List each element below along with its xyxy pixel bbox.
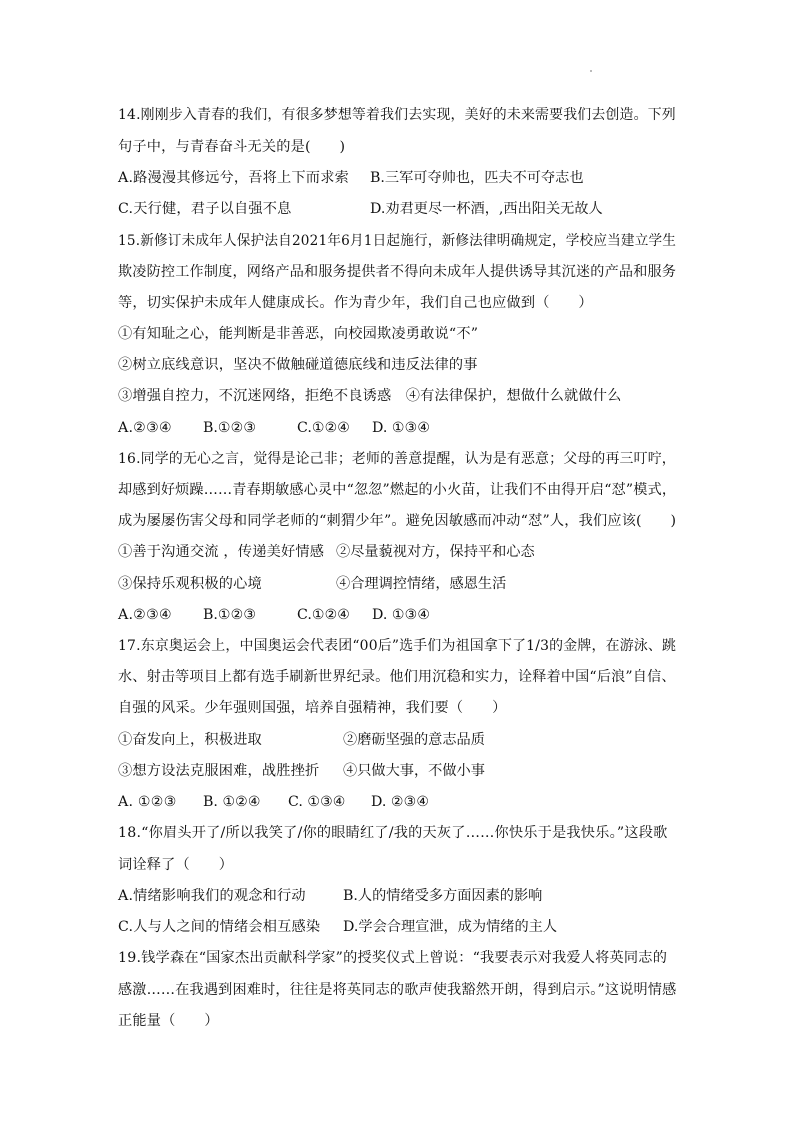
q17-stem-line-2: 水、射击等项目上都有选手刷新世界纪录。他们用沉稳和实力，诠释着中国“后浪”自信、 xyxy=(118,669,676,685)
q18-stem-line-1: 18.“你眉头开了/所以我笑了/你的眼睛红了/我的天灰了……你快乐于是我快乐。”这段歌 xyxy=(118,825,668,841)
q17-item-2: ②磨砺坚强的意志品质 xyxy=(343,732,485,748)
q17-option-c: C. ①③④ xyxy=(288,794,346,810)
q14-option-a: A.路漫漫其修远兮，吾将上下而求索 xyxy=(118,170,349,186)
q16-stem-line-1: 16.同学的无心之言，觉得是论己非；老师的善意提醒，认为是有恶意；父母的再三叮咛， xyxy=(118,451,676,467)
q15-option-a: A.②③④ xyxy=(118,420,172,436)
q15-option-b: B.①②③ xyxy=(203,420,257,436)
q14-option-c: C.天行健，君子以自强不息 xyxy=(118,201,292,217)
q18-option-c: C.人与人之间的情绪会相互感染 xyxy=(118,919,321,935)
q15-stem-line-3: 等，切实保护未成年人健康成长。作为青少年，我们自己也应做到（ ） xyxy=(118,295,593,311)
q18-option-d: D.学会合理宣泄，成为情绪的主人 xyxy=(343,919,558,935)
q18-option-b: B.人的情绪受多方面因素的影响 xyxy=(343,888,543,904)
q16-stem-line-3: 成为屡屡伤害父母和同学老师的“刺猬少年”。避免因敏感而冲动“怼”人，我们应该( ) xyxy=(118,513,677,529)
q18-option-a: A.情绪影响我们的观念和行动 xyxy=(118,888,306,904)
q17-item-1: ①奋发向上，积极进取 xyxy=(118,732,262,748)
q17-option-a: A. ①②③ xyxy=(118,794,177,810)
q17-option-b: B. ①②④ xyxy=(203,794,261,810)
scan-speck xyxy=(590,70,592,72)
q16-item-4: ④合理调控情绪，感恩生活 xyxy=(336,576,507,592)
q14-option-b: B.三军可夺帅也，匹夫不可夺志也 xyxy=(370,170,584,186)
q15-stem-line-2: 欺凌防控工作制度，网络产品和服务提供者不得向未成年人提供诱导其沉迷的产品和服务 xyxy=(118,264,677,280)
q16-item-1: ①善于沟通交流 ，传递美好情感 xyxy=(118,544,325,560)
q16-option-c: C.①②④ xyxy=(297,607,351,623)
q14-stem-line-2: 句子中，与青春奋斗无关的是( ) xyxy=(118,139,346,155)
q15-item-1: ①有知耻之心，能判断是非善恶，向校园欺凌勇敢说“不” xyxy=(118,326,479,342)
q19-stem-line-1: 19.钱学森在“国家杰出贡献科学家”的授奖仪式上曾说：“我要表示对我爱人将英同志的 xyxy=(118,950,668,966)
q15-item-3-4: ③增强自控力，不沉迷网络，拒绝不良诱惑 ④有法律保护，想做什么就做什么 xyxy=(118,388,622,404)
q14-stem-line-1: 14.刚刚步入青春的我们，有很多梦想等着我们去实现，美好的未来需要我们去创造。下列 xyxy=(118,107,676,123)
q17-option-d: D. ②③④ xyxy=(371,794,430,810)
q19-stem-line-3: 正能量（ ） xyxy=(118,1013,219,1029)
q19-stem-line-2: 感激……在我遇到困难时，往往是将英同志的歌声使我豁然开朗，得到启示。”这说明情感 xyxy=(118,982,677,998)
q16-option-a: A.②③④ xyxy=(118,607,172,623)
q16-item-2: ②尽量藐视对方，保持平和心态 xyxy=(336,544,535,560)
q15-option-c: C.①②④ xyxy=(297,420,351,436)
q17-item-3: ③想方设法克服困难，战胜挫折 xyxy=(118,763,320,779)
q17-stem-line-1: 17.东京奥运会上，中国奥运会代表团“00后”选手们为祖国拿下了1/3的金牌，在游泳、跳 xyxy=(118,638,677,654)
q15-item-2: ②树立底线意识，坚决不做触碰道德底线和违反法律的事 xyxy=(118,357,478,373)
q15-stem-line-1: 15.新修订未成年人保护法自2021年6月1日起施行，新修法律明确规定，学校应当建立学生 xyxy=(118,233,677,249)
q15-option-d: D. ①③④ xyxy=(372,420,431,436)
q18-stem-line-2: 词诠释了（ ） xyxy=(118,857,234,873)
q16-option-b: B.①②③ xyxy=(203,607,257,623)
q17-item-4: ④只做大事，不做小事 xyxy=(343,763,485,779)
q16-item-3: ③保持乐观积极的心境 xyxy=(118,576,262,592)
q17-stem-line-3: 自强的风采。少年强则国强，培养自强精神，我们要（ ） xyxy=(118,700,507,716)
q16-option-d: D. ①③④ xyxy=(372,607,431,623)
q16-stem-line-2: 却感到好烦躁……青春期敏感心灵中“忽忽”燃起的小火苗，让我们不由得开启“怼”模式， xyxy=(118,482,677,498)
q14-option-d: D.劝君更尽一杯酒，,西出阳关无故人 xyxy=(370,201,603,217)
